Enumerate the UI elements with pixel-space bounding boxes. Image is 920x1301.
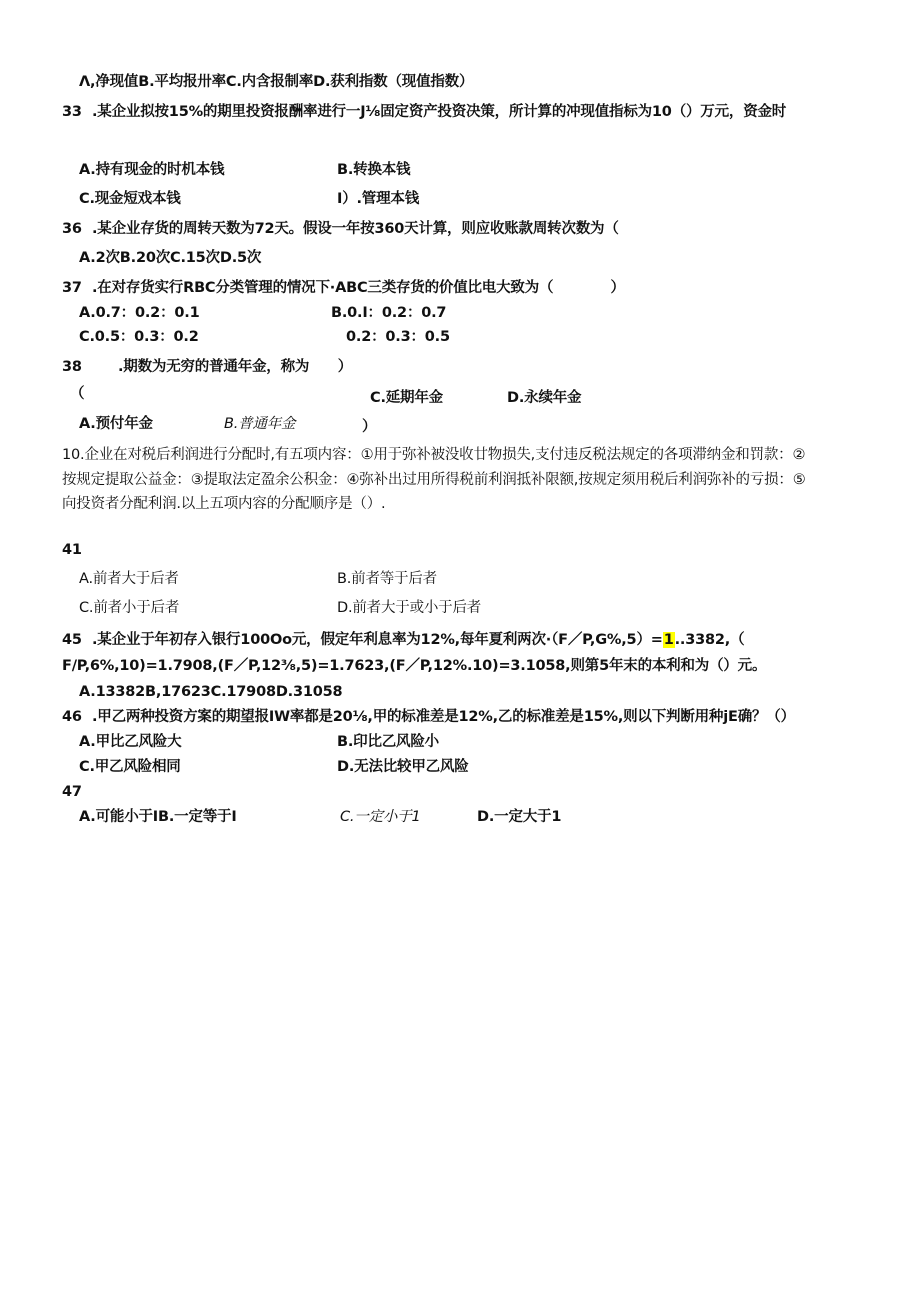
question-46-number: 46 — [62, 709, 82, 725]
question-37-text: .在对存货实行RBC分类管理的情况下·ABC三类存货的价值比电大致为（ ） — [92, 280, 625, 296]
question-40-line-3: 向投资者分配利润.以上五项内容的分配顺序是（）. — [62, 496, 386, 512]
question-38-number: 38 — [62, 359, 82, 375]
question-45-text-pre: .某企业于年初存入银行100Oo元，假定年利息率为12%,每年夏利两次·（F／P,G%,5）= — [92, 632, 663, 648]
question-37-option-c: C.0.5：0.3：0.2 — [79, 329, 199, 345]
question-37-number: 37 — [62, 280, 82, 296]
question-47-option-c — [340, 807, 421, 827]
question-40-line-1: 10.企业在对税后利润进行分配时,有五项内容：①用于弥补被没收廿物损失,支付违反税法规定的各项滞纳金和罚款：② — [62, 447, 806, 463]
highlighted-digit: 1 — [663, 632, 674, 648]
question-37-option-d: 0.2：0.3：0.5 — [346, 329, 450, 345]
question-33-text: .某企业拟按15%的期里投资报酬率进行一J⅛固定资产投资决策，所计算的冲现值指标为10（）万元，资金时 — [92, 104, 787, 120]
question-35-option-c: C.现金短戏本钱 — [79, 191, 181, 207]
question-35-option-d: I）.管理本钱 — [337, 191, 420, 207]
question-45-number: 45 — [62, 632, 82, 648]
question-38-paren-open: （ — [70, 386, 85, 402]
question-36-number: 36 — [62, 221, 82, 237]
question-38-option-d: D.永续年金 — [507, 390, 582, 406]
question-47-option-d: D.一定大于1 — [477, 809, 562, 825]
question-41-number: 41 — [62, 542, 82, 558]
question-45-text — [92, 630, 744, 650]
question-37-option-b: B.0.I：0.2：0.7 — [331, 305, 447, 321]
question-40-line-2: 按规定提取公益金：③提取法定盈余公积金：④弥补出过用所得税前利润抵补限额,按规定须用税后利润弥补的亏损：⑤ — [62, 472, 806, 488]
question-46-text: .甲乙两种投资方案的期望报IW率都是20⅛,甲的标准差是12%,乙的标准差是15%,则以下判断用种jE确？（） — [92, 709, 795, 725]
question-38-option-a: A.预付年金 — [79, 416, 153, 432]
question-38-option-b: B.普通年金 — [224, 416, 296, 432]
question-36-text: .某企业存货的周转天数为72天。假设一年按360天计算，则应收账款周转次数为（ — [92, 221, 619, 237]
question-45-text-post: ..3382,（ — [674, 632, 745, 648]
question-47-options-ab: A.可能小于IB.一定等于I — [79, 809, 237, 825]
question-46-option-a: A.甲比乙风险大 — [79, 734, 182, 750]
question-45-line-2: F/P,6%,10)=1.7908,(F／P,12⅜,5)=1.7623,(F／P,12%.10)=3.1058,则第5年末的本利和为（）元。 — [62, 658, 767, 674]
question-37-option-a: A.0.7：0.2：0.1 — [79, 305, 200, 321]
question-47-number: 47 — [62, 784, 82, 800]
question-46-option-d: D.无法比较甲乙风险 — [337, 759, 469, 775]
question-47-option-c-text: C.一定小于1 — [340, 809, 421, 825]
question-45-options: A.13382B,17623C.17908D.31058 — [79, 684, 343, 700]
question-35-option-a: A.持有现金的时机本钱 — [79, 162, 225, 178]
question-41-option-c: C.前者小于后者 — [79, 600, 180, 616]
options-line-valuation: Λ,净现值B.平均报卅率C.内含报制率D.获利指数（现值指数） — [79, 74, 474, 90]
question-38-option-c: C.延期年金 — [370, 390, 443, 406]
question-41-option-d: D.前者大于或小于后者 — [337, 600, 482, 616]
question-36-options: A.2次B.20次C.15次D.5次 — [79, 250, 262, 266]
question-35-option-b: B.转换本钱 — [337, 162, 411, 178]
question-46-option-c: C.甲乙风险相同 — [79, 759, 181, 775]
question-41-option-b: B.前者等于后者 — [337, 571, 437, 587]
question-38-paren-close: ） — [362, 419, 377, 435]
question-46-option-b: B.印比乙风险小 — [337, 734, 439, 750]
question-41-option-a: A.前者大于后者 — [79, 571, 179, 587]
question-38-text: .期数为无穷的普通年金，称为 ） — [118, 359, 353, 375]
question-33-number: 33 — [62, 104, 82, 120]
